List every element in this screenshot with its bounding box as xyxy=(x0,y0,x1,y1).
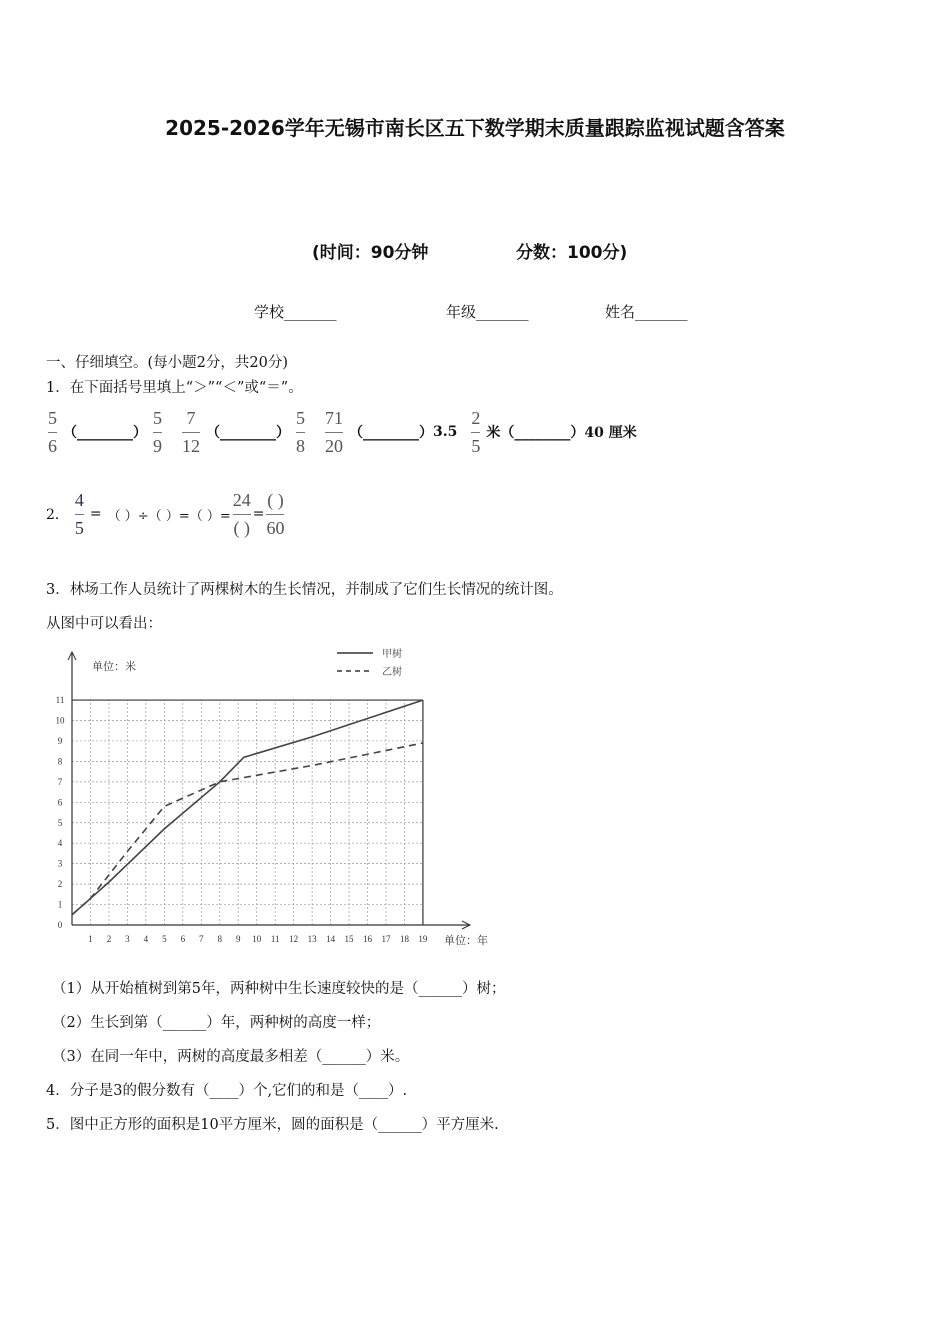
legend-label-jia: 甲树 xyxy=(382,649,402,660)
x-tick-label: 19 xyxy=(418,934,428,944)
fraction: $\frac{5}{6}$ xyxy=(48,408,57,456)
question-3-part-2: （2）生长到第（______）年，两种树的高度一样； xyxy=(52,1015,381,1031)
x-tick-label: 15 xyxy=(344,934,354,944)
question-3-part-1: （1）从开始植树到第5年，两种树中生长速度较快的是（______）树； xyxy=(52,981,506,997)
question-3-part-3: （3）在同一年中，两树的高度最多相差（______）米。 xyxy=(52,1049,410,1065)
x-tick-label: 6 xyxy=(180,934,186,944)
unit: 米 xyxy=(486,425,501,442)
value: 3.5 xyxy=(433,424,458,441)
legend-label-yi: 乙树 xyxy=(382,667,402,678)
x-tick-label: 12 xyxy=(289,934,299,944)
y-tick-label: 8 xyxy=(57,756,63,767)
question-5: 5．图中正方形的面积是10平方厘米，圆的面积是（______）平方厘米. xyxy=(46,1117,499,1133)
y-tick-label: 2 xyxy=(57,879,63,890)
x-tick-label: 8 xyxy=(217,934,223,944)
series-line-yi xyxy=(72,743,423,915)
x-tick-label: 5 xyxy=(162,934,167,944)
y-tick-label: 0 xyxy=(57,920,63,930)
fraction: $\frac{7}{12}$ xyxy=(182,408,200,456)
fraction: $\frac{4}{5}$ xyxy=(74,490,84,538)
question-number: 2． xyxy=(46,507,69,524)
growth-line-chart xyxy=(40,640,500,960)
fraction: $\frac{71}{20}$ xyxy=(325,408,343,456)
exam-score: 分数：100分) xyxy=(516,243,628,263)
y-tick-label: 7 xyxy=(57,776,63,787)
question-3-lead: 从图中可以看出： xyxy=(46,616,162,632)
value: 40 厘米 xyxy=(584,425,637,442)
y-tick-label: 4 xyxy=(57,838,63,849)
y-axis-label: 单位：米 xyxy=(92,661,136,673)
school-field[interactable]: 学校_______ xyxy=(254,303,337,321)
grade-field[interactable]: 年级_______ xyxy=(446,303,529,321)
answer-blank[interactable]: （________） xyxy=(349,425,433,442)
fraction: $\frac{2}{5}$ xyxy=(471,408,481,456)
equals: = xyxy=(89,506,102,523)
x-axis-label: 单位：年 xyxy=(444,935,488,947)
answer-blank[interactable]: （________） xyxy=(500,425,585,442)
x-tick-label: 9 xyxy=(235,934,241,944)
series-line-jia xyxy=(72,700,423,915)
page-title: 2025-2026学年无锡市南长区五下数学期末质量跟踪监视试题含答案 xyxy=(165,116,785,140)
y-tick-label: 5 xyxy=(57,817,63,828)
fraction: $\frac{( )}{60}$ xyxy=(266,490,285,538)
answer-blank[interactable]: （________） xyxy=(206,425,290,442)
y-tick-label: 1 xyxy=(57,899,63,910)
answer-blank[interactable]: （________） xyxy=(63,425,147,442)
question-1: 1．在下面括号里填上“＞”“＜”或“＝”。 xyxy=(46,380,303,396)
x-tick-label: 13 xyxy=(307,934,317,944)
x-tick-label: 2 xyxy=(106,934,112,944)
equals: = xyxy=(252,506,265,523)
exam-time: (时间：90分钟 xyxy=(312,243,429,263)
x-tick-label: 18 xyxy=(399,934,409,944)
x-tick-label: 11 xyxy=(270,934,280,944)
x-tick-label: 16 xyxy=(363,934,373,944)
y-tick-label: 6 xyxy=(57,797,63,808)
q1-comparisons xyxy=(42,408,637,456)
question-2 xyxy=(46,490,286,538)
fraction: $\frac{24}{( )}$ xyxy=(232,490,251,538)
y-tick-label: 10 xyxy=(55,715,65,726)
x-tick-label: 3 xyxy=(125,934,130,944)
y-tick-label: 9 xyxy=(57,735,63,746)
y-tick-label: 3 xyxy=(57,858,63,869)
name-field[interactable]: 姓名_______ xyxy=(605,303,688,321)
question-3: 3．林场工作人员统计了两棵树木的生长情况，并制成了它们生长情况的统计图。 xyxy=(46,582,563,598)
section-heading: 一、仔细填空。(每小题2分，共20分) xyxy=(46,355,288,371)
x-tick-label: 1 xyxy=(88,934,93,944)
y-tick-label: 11 xyxy=(55,695,65,706)
x-tick-label: 10 xyxy=(252,934,262,944)
fraction: $\frac{5}{8}$ xyxy=(296,408,305,456)
fraction: $\frac{5}{9}$ xyxy=(153,408,162,456)
x-tick-label: 7 xyxy=(199,934,204,944)
answer-blanks[interactable]: （ ）÷（ ）=（ ）= xyxy=(107,508,231,524)
question-4: 4．分子是3的假分数有（____）个,它们的和是（____）. xyxy=(46,1083,408,1099)
x-tick-label: 14 xyxy=(326,934,336,944)
x-tick-label: 4 xyxy=(143,934,149,944)
x-tick-label: 17 xyxy=(381,934,391,944)
